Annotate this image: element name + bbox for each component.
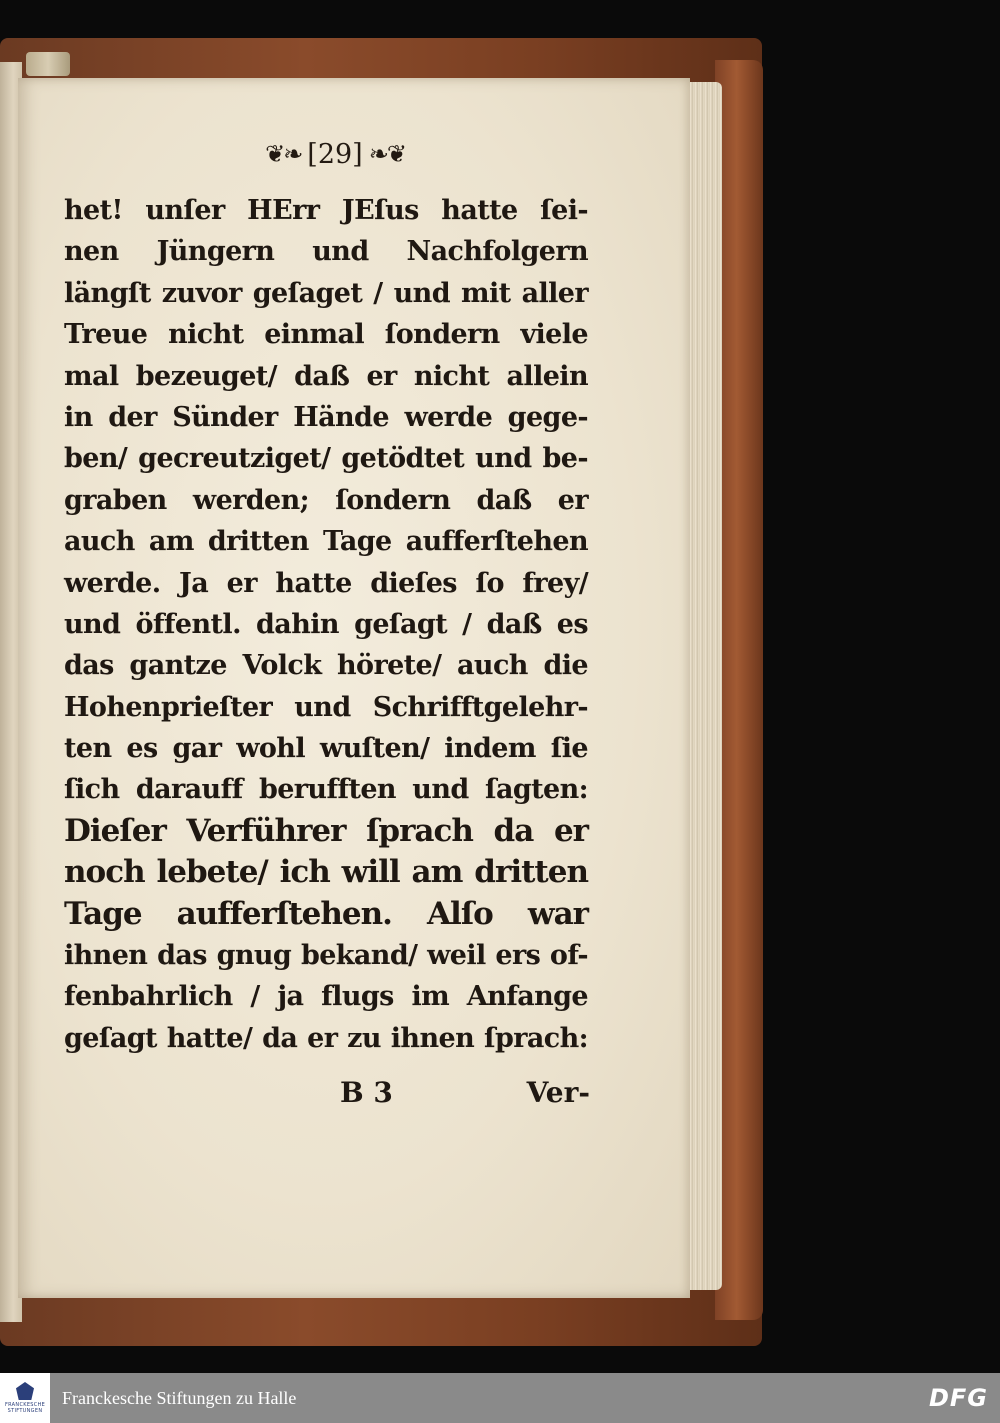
footer-bar [0, 1373, 1000, 1423]
ornament-left-icon: ❦❧ [265, 140, 302, 168]
text-line: werde. Ja er hatte dieſes ſo frey/ [64, 567, 588, 599]
franckesche-logo-icon[interactable] [0, 1373, 50, 1423]
page-header [230, 134, 440, 174]
text-line: auch am dritten Tage aufferſtehen [64, 526, 588, 558]
text-line: in der Sünder Hände werde gege- [64, 401, 588, 433]
catchline [330, 1070, 590, 1114]
emphasized-text-line: noch lebete/ ich will am dritten [64, 854, 588, 891]
ornament-right-icon: ❧❦ [368, 140, 405, 168]
book-cover-edge [715, 60, 763, 1320]
text-line: ſich darauff berufften und ſagten: [64, 774, 588, 806]
text-line: ten es gar wohl wuſten/ indem ſie [64, 733, 588, 765]
text-line: ihnen das gnug bekand/ weil ers of- [64, 940, 588, 972]
text-line: Treue nicht einmal ſondern viele [64, 319, 588, 351]
page-number: [29] [307, 138, 363, 170]
catchword: Ver- [526, 1075, 590, 1109]
text-line: het! unſer HErr JEſus hatte ſei- [64, 195, 588, 226]
text-line: geſagt hatte/ da er zu ihnen ſprach: [64, 1022, 588, 1054]
text-line: ben/ gecreutziget/ getödtet und be- [64, 443, 588, 475]
text-line: nen Jüngern und Nachfolgern [64, 236, 588, 268]
text-line: längſt zuvor geſaget / und mit aller [64, 277, 588, 309]
logo-emblem-icon [16, 1382, 34, 1400]
text-line: das gantze Volck hörete/ auch die [64, 650, 588, 682]
emphasized-text-line: Dieſer Verführer ſprach da er [64, 812, 588, 849]
text-line: graben werden; ſondern daß er [64, 484, 588, 516]
dfg-logo-icon[interactable]: DFG [928, 1384, 988, 1412]
logo-text: FRANCKESCHE STIFTUNGEN [4, 1402, 46, 1414]
text-line: und öffentl. dahin geſagt / daß es [64, 608, 588, 640]
footer-title: Franckesche Stiftungen zu Halle [62, 1387, 297, 1408]
binding-ribbon [26, 52, 70, 76]
emphasized-text-line: Tage aufferſtehen. Alſo war [64, 895, 588, 932]
signature-mark: B 3 [340, 1075, 393, 1109]
body-text [64, 190, 588, 1059]
text-line: Hohenprieſter und Schrifftgelehr- [64, 691, 588, 723]
text-line: mal bezeuget/ daß er nicht allein [64, 360, 588, 392]
text-line: fenbahrlich / ja flugs im Anfange [64, 981, 588, 1013]
